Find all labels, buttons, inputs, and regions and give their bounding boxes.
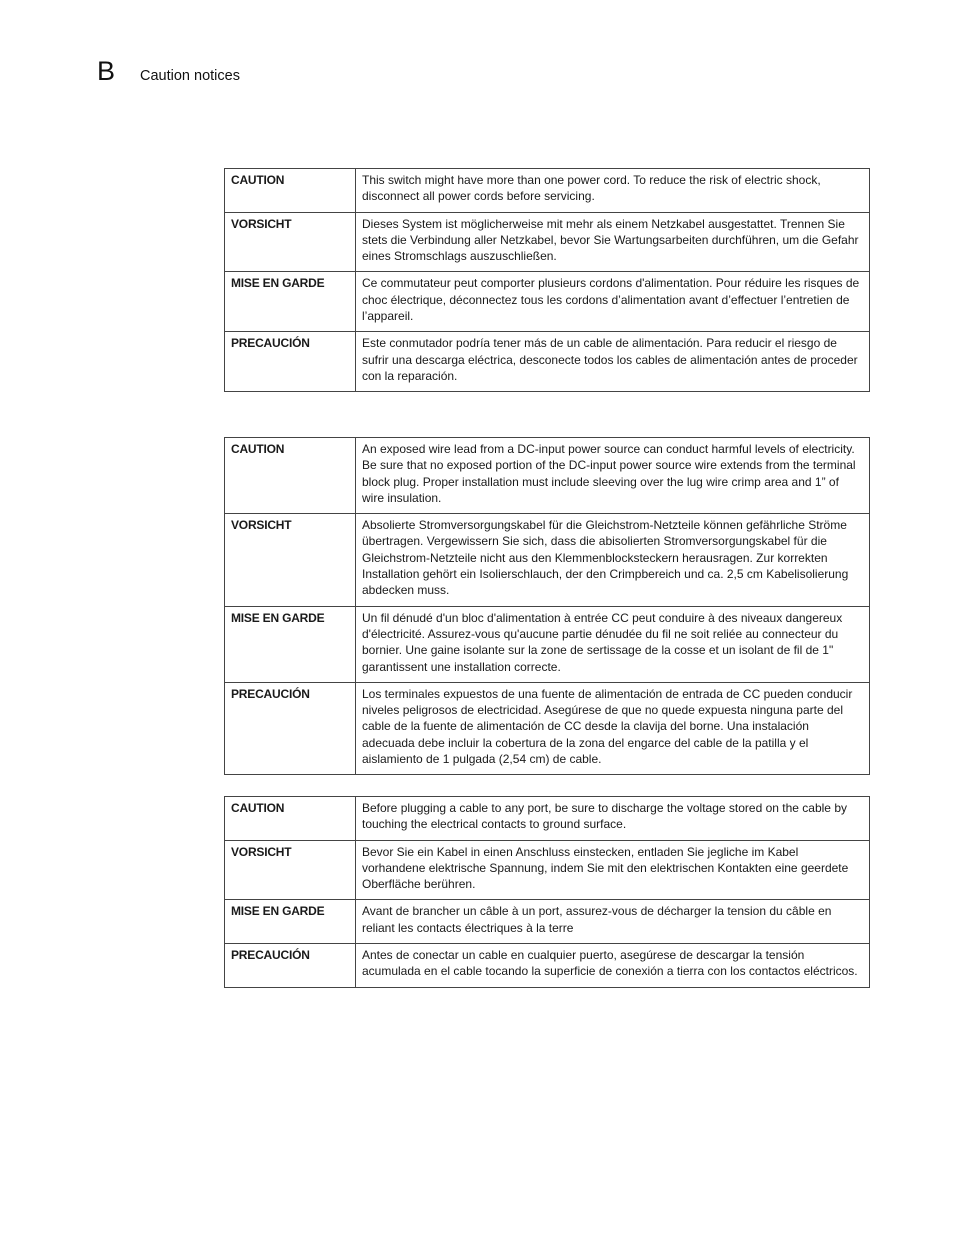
notice-label: CAUTION [225, 797, 356, 841]
table-row [225, 900, 870, 944]
table-row [225, 272, 870, 332]
table-row [225, 606, 870, 682]
notice-label: MISE EN GARDE [225, 900, 356, 944]
section-title: Caution notices [140, 68, 240, 84]
notice-label: PRECAUCIÓN [225, 682, 356, 774]
notice-label: PRECAUCIÓN [225, 332, 356, 392]
table-row [225, 840, 870, 900]
table-row [225, 944, 870, 988]
notice-text: Los terminales expuestos de una fuente de alimentación de entrada de CC pueden conducir niveles peligrosos de electricidad. Asegúrese de que no quede expuesta ninguna parte del cable de la fuente de alimentación de CC desde la clavija del borne. Una instalación adecuada debe incluir la cobertura de la zona del engarce del cable de la patilla y el aislamiento de 1 pulgada (2,54 cm) de cable. [356, 682, 870, 774]
table-row [225, 438, 870, 514]
notice-label: PRECAUCIÓN [225, 944, 356, 988]
caution-table-dc-wire [224, 437, 870, 775]
caution-table-power-cords [224, 168, 870, 392]
notice-text: Antes de conectar un cable en cualquier puerto, asegúrese de descargar la tensión acumulada en el cable tocando la superficie de conexión a tierra con los contactos eléctricos. [356, 944, 870, 988]
table-row [225, 332, 870, 392]
table-row [225, 797, 870, 841]
notice-text: Before plugging a cable to any port, be sure to discharge the voltage stored on the cable by touching the electrical contacts to ground surface. [356, 797, 870, 841]
notice-text: This switch might have more than one power cord. To reduce the risk of electric shock, disconnect all power cords before servicing. [356, 169, 870, 213]
chapter-letter: B [97, 56, 116, 86]
table-row [225, 212, 870, 272]
notice-label: VORSICHT [225, 840, 356, 900]
notice-text: Bevor Sie ein Kabel in einen Anschluss einstecken, entladen Sie jegliche im Kabel vorhandene elektrische Spannung, indem Sie mit den elektrischen Kontakten eine geerdete Oberfläche berühren. [356, 840, 870, 900]
notice-label: CAUTION [225, 169, 356, 213]
notice-text: Absolierte Stromversorgungskabel für die Gleichstrom-Netzteile können gefährliche Ströme übertragen. Vergewissern Sie sich, dass die abisolierten Stromversorgungskabel für die Gleichstrom-Netzteile nicht aus den Klemmenblocksteckern herausragen. Zur korrekten Installation gehört ein Isolierschlauch, der den Crimpbereich und ca. 2,5 cm Kabelisolierung abdecken muss. [356, 514, 870, 606]
notice-text: An exposed wire lead from a DC-input power source can conduct harmful levels of electricity. Be sure that no exposed portion of the DC-input power source wire extends from the terminal block plug. Proper installation must include sleeving over the lug wire crimp area and 1” of wire insulation. [356, 438, 870, 514]
notice-text: Este conmutador podría tener más de un cable de alimentación. Para reducir el riesgo de sufrir una descarga eléctrica, desconecte todos los cables de alimentación antes de proceder con la reparación. [356, 332, 870, 392]
notice-label: CAUTION [225, 438, 356, 514]
table-row [225, 682, 870, 774]
notice-label: MISE EN GARDE [225, 272, 356, 332]
notice-label: MISE EN GARDE [225, 606, 356, 682]
notice-label: VORSICHT [225, 514, 356, 606]
notice-text: Un fil dénudé d'un bloc d'alimentation à entrée CC peut conduire à des niveaux dangereux d'électricité. Assurez-vous qu'aucune partie dénudée du fil ne soit reliée au connecteur du bornier. Une gaine isolante sur la zone de sertissage de la cosse et un isolant de fil de 1" garantissent une installation correcte. [356, 606, 870, 682]
page-header [97, 56, 240, 86]
caution-table-cable-discharge [224, 796, 870, 988]
notice-label: VORSICHT [225, 212, 356, 272]
table-row [225, 514, 870, 606]
table-row [225, 169, 870, 213]
notice-text: Dieses System ist möglicherweise mit mehr als einem Netzkabel ausgestattet. Trennen Sie stets die Verbindung aller Netzkabel, bevor Sie Wartungsarbeiten durchführen, um die Gefahr eines Stromschlags auszuschließen. [356, 212, 870, 272]
notice-text: Avant de brancher un câble à un port, assurez-vous de décharger la tension du câble en reliant les contacts électriques à la terre [356, 900, 870, 944]
notice-text: Ce commutateur peut comporter plusieurs cordons d'alimentation. Pour réduire les risques de choc électrique, déconnectez tous les cordons d’alimentation avant d’effectuer l’entretien de l’appareil. [356, 272, 870, 332]
